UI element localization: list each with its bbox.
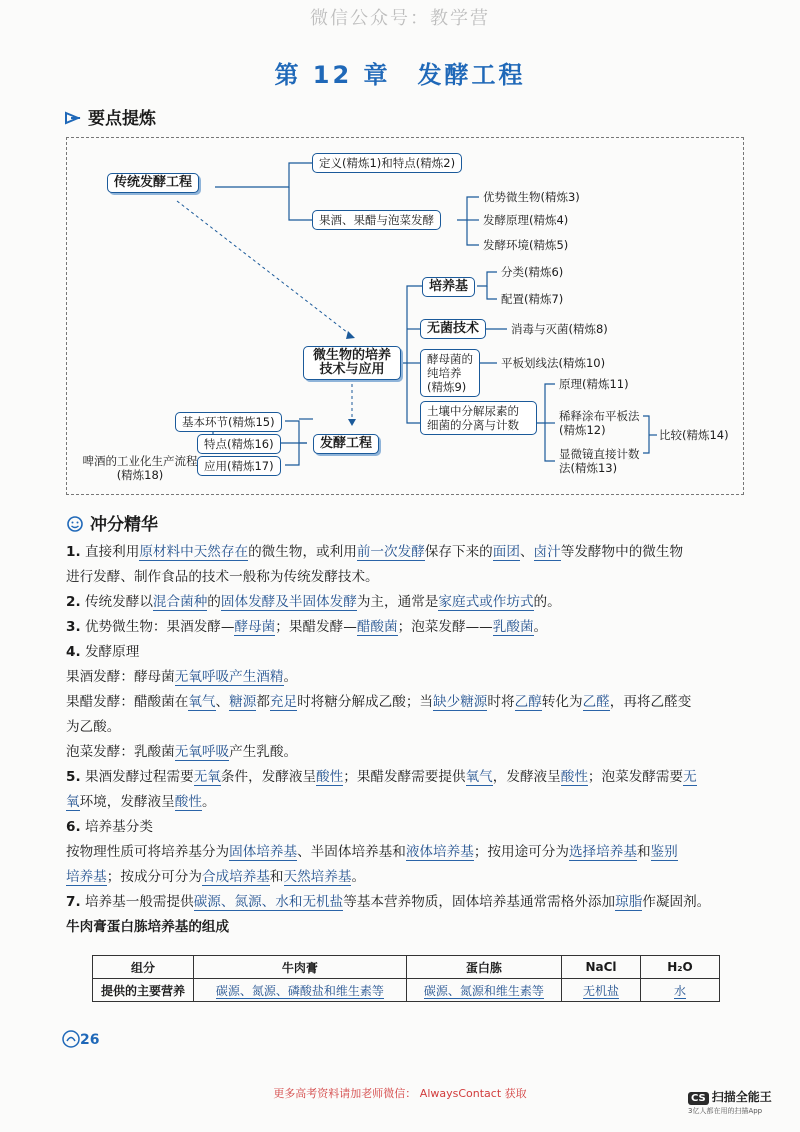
page-number: 26 (62, 1030, 99, 1048)
footer-note: 更多高考资料请加老师微信： AlwaysContact 获取 (273, 1087, 527, 1100)
page-marker-icon (62, 1030, 80, 1048)
para-7: 7. 培养基一般需提供碳源、氮源、水和无机盐等基本营养物质，固体培养基通常需格外添加琼脂作凝固剂。 (66, 894, 711, 910)
para-4: 4. 发酵原理 (66, 644, 140, 660)
node-advantage-microbe: 优势微生物(精炼3) (483, 190, 580, 204)
table-header-cell: NaCl (562, 956, 641, 979)
node-application: 应用(精炼17) (197, 456, 281, 476)
scanner-logo-icon: CS (688, 1092, 709, 1105)
node-fruit-fermentation: 果酒、果醋与泡菜发酵 (312, 210, 441, 230)
node-basic-steps: 基本环节(精炼15) (175, 412, 282, 432)
table-row (93, 979, 720, 1002)
node-theory: 原理(精炼11) (559, 377, 629, 391)
para-4-wine: 果酒发酵：酵母菌无氧呼吸产生酒精。 (66, 669, 298, 685)
para-4-pickle: 泡菜发酵：乳酸菌无氧呼吸产生乳酸。 (66, 744, 298, 760)
para-4-vinegar: 果醋发酵：醋酸菌在氧气、糖源都充足时将糖分解成乙酸；当缺少糖源时将乙醇转化为乙醛，再将乙醛变 (66, 694, 692, 710)
scanner-tagline: 3亿人都在用的扫描App (688, 1107, 763, 1115)
table-cell: 碳源、氮源和维生素等 (406, 979, 561, 1002)
para-1: 1. 直接利用原材料中天然存在的微生物，或利用前一次发酵保存下来的面团、卤汁等发酵物中的微生物 (66, 544, 684, 560)
node-yeast-culture: 酵母菌的纯培养(精炼9) (420, 349, 480, 397)
node-microscope-count: 显微镜直接计数法(精炼13) (559, 447, 640, 475)
para-6-b: 培养基；按成分可分为合成培养基和天然培养基。 (66, 869, 366, 885)
node-dilution-plate: 稀释涂布平板法(精炼12) (559, 409, 640, 437)
para-2: 2. 传统发酵以混合菌种的固体发酵及半固体发酵为主，通常是家庭式或作坊式的。 (66, 594, 561, 610)
essentials-body (66, 540, 756, 940)
para-5-cont: 氧环境，发酵液呈酸性。 (66, 794, 216, 810)
section-heading-key-points: 要点提炼 (64, 104, 156, 129)
table-cell: 无机盐 (562, 979, 641, 1002)
scanner-brand: CS 扫描全能王 (688, 1088, 772, 1105)
chapter-title: 第 12 章 发酵工程 (274, 61, 526, 89)
node-microbe-culture: 微生物的培养技术与应用 (303, 346, 401, 380)
table-header-cell: 蛋白胨 (406, 956, 561, 979)
smile-icon (66, 515, 84, 533)
node-traditional-fermentation: 传统发酵工程 (107, 173, 199, 193)
section-heading-essentials: 冲分精华 (66, 510, 158, 535)
node-preparation: 配置(精炼7) (501, 292, 564, 306)
node-soil-bacteria: 土壤中分解尿素的细菌的分离与计数 (420, 401, 537, 435)
table-row-label: 提供的主要营养 (93, 979, 194, 1002)
medium-composition-table (92, 955, 720, 1002)
node-environment: 发酵环境(精炼5) (483, 238, 569, 252)
node-beer-production: 啤酒的工业化生产流程(精炼18) (82, 454, 198, 482)
table-header-cell: 牛肉膏 (194, 956, 407, 979)
para-3: 3. 优势微生物：果酒发酵—酵母菌；果醋发酵—醋酸菌；泡菜发酵——乳酸菌。 (66, 619, 548, 635)
node-definition: 定义(精炼1)和特点(精炼2) (312, 153, 462, 173)
node-fermentation-engineering: 发酵工程 (313, 434, 379, 454)
para-5: 5. 果酒发酵过程需要无氧条件，发酵液呈酸性；果醋发酵需要提供氧气，发酵液呈酸性；泡菜发酵需要无 (66, 769, 697, 785)
para-4-vinegar-cont: 为乙酸。 (66, 719, 121, 735)
table-header-cell: 组分 (93, 956, 194, 979)
node-aseptic: 无菌技术 (420, 319, 486, 339)
para-1-cont: 进行发酵、制作食品的技术一般称为传统发酵技术。 (66, 569, 379, 585)
table-cell: 水 (641, 979, 720, 1002)
node-principle: 发酵原理(精炼4) (483, 213, 569, 227)
node-features: 特点(精炼16) (197, 434, 281, 454)
node-streak-plate: 平板划线法(精炼10) (501, 356, 606, 370)
node-sterilization: 消毒与灭菌(精炼8) (511, 322, 608, 336)
para-6: 6. 培养基分类 (66, 819, 153, 835)
pencil-icon (64, 109, 82, 127)
table-cell: 碳源、氮源、磷酸盐和维生素等 (194, 979, 407, 1002)
table-header-cell: H₂O (641, 956, 720, 979)
table-title: 牛肉膏蛋白胨培养基的组成 (66, 919, 230, 935)
node-culture-medium: 培养基 (422, 277, 475, 297)
table-header-row (93, 956, 720, 979)
concept-map (66, 137, 744, 495)
watermark: 微信公众号：教学营 (310, 8, 490, 29)
para-6-a: 按物理性质可将培养基分为固体培养基、半固体培养基和液体培养基；按用途可分为选择培养基和鉴别 (66, 844, 678, 860)
node-compare: 比较(精炼14) (659, 428, 729, 442)
node-classification: 分类(精炼6) (501, 265, 564, 279)
